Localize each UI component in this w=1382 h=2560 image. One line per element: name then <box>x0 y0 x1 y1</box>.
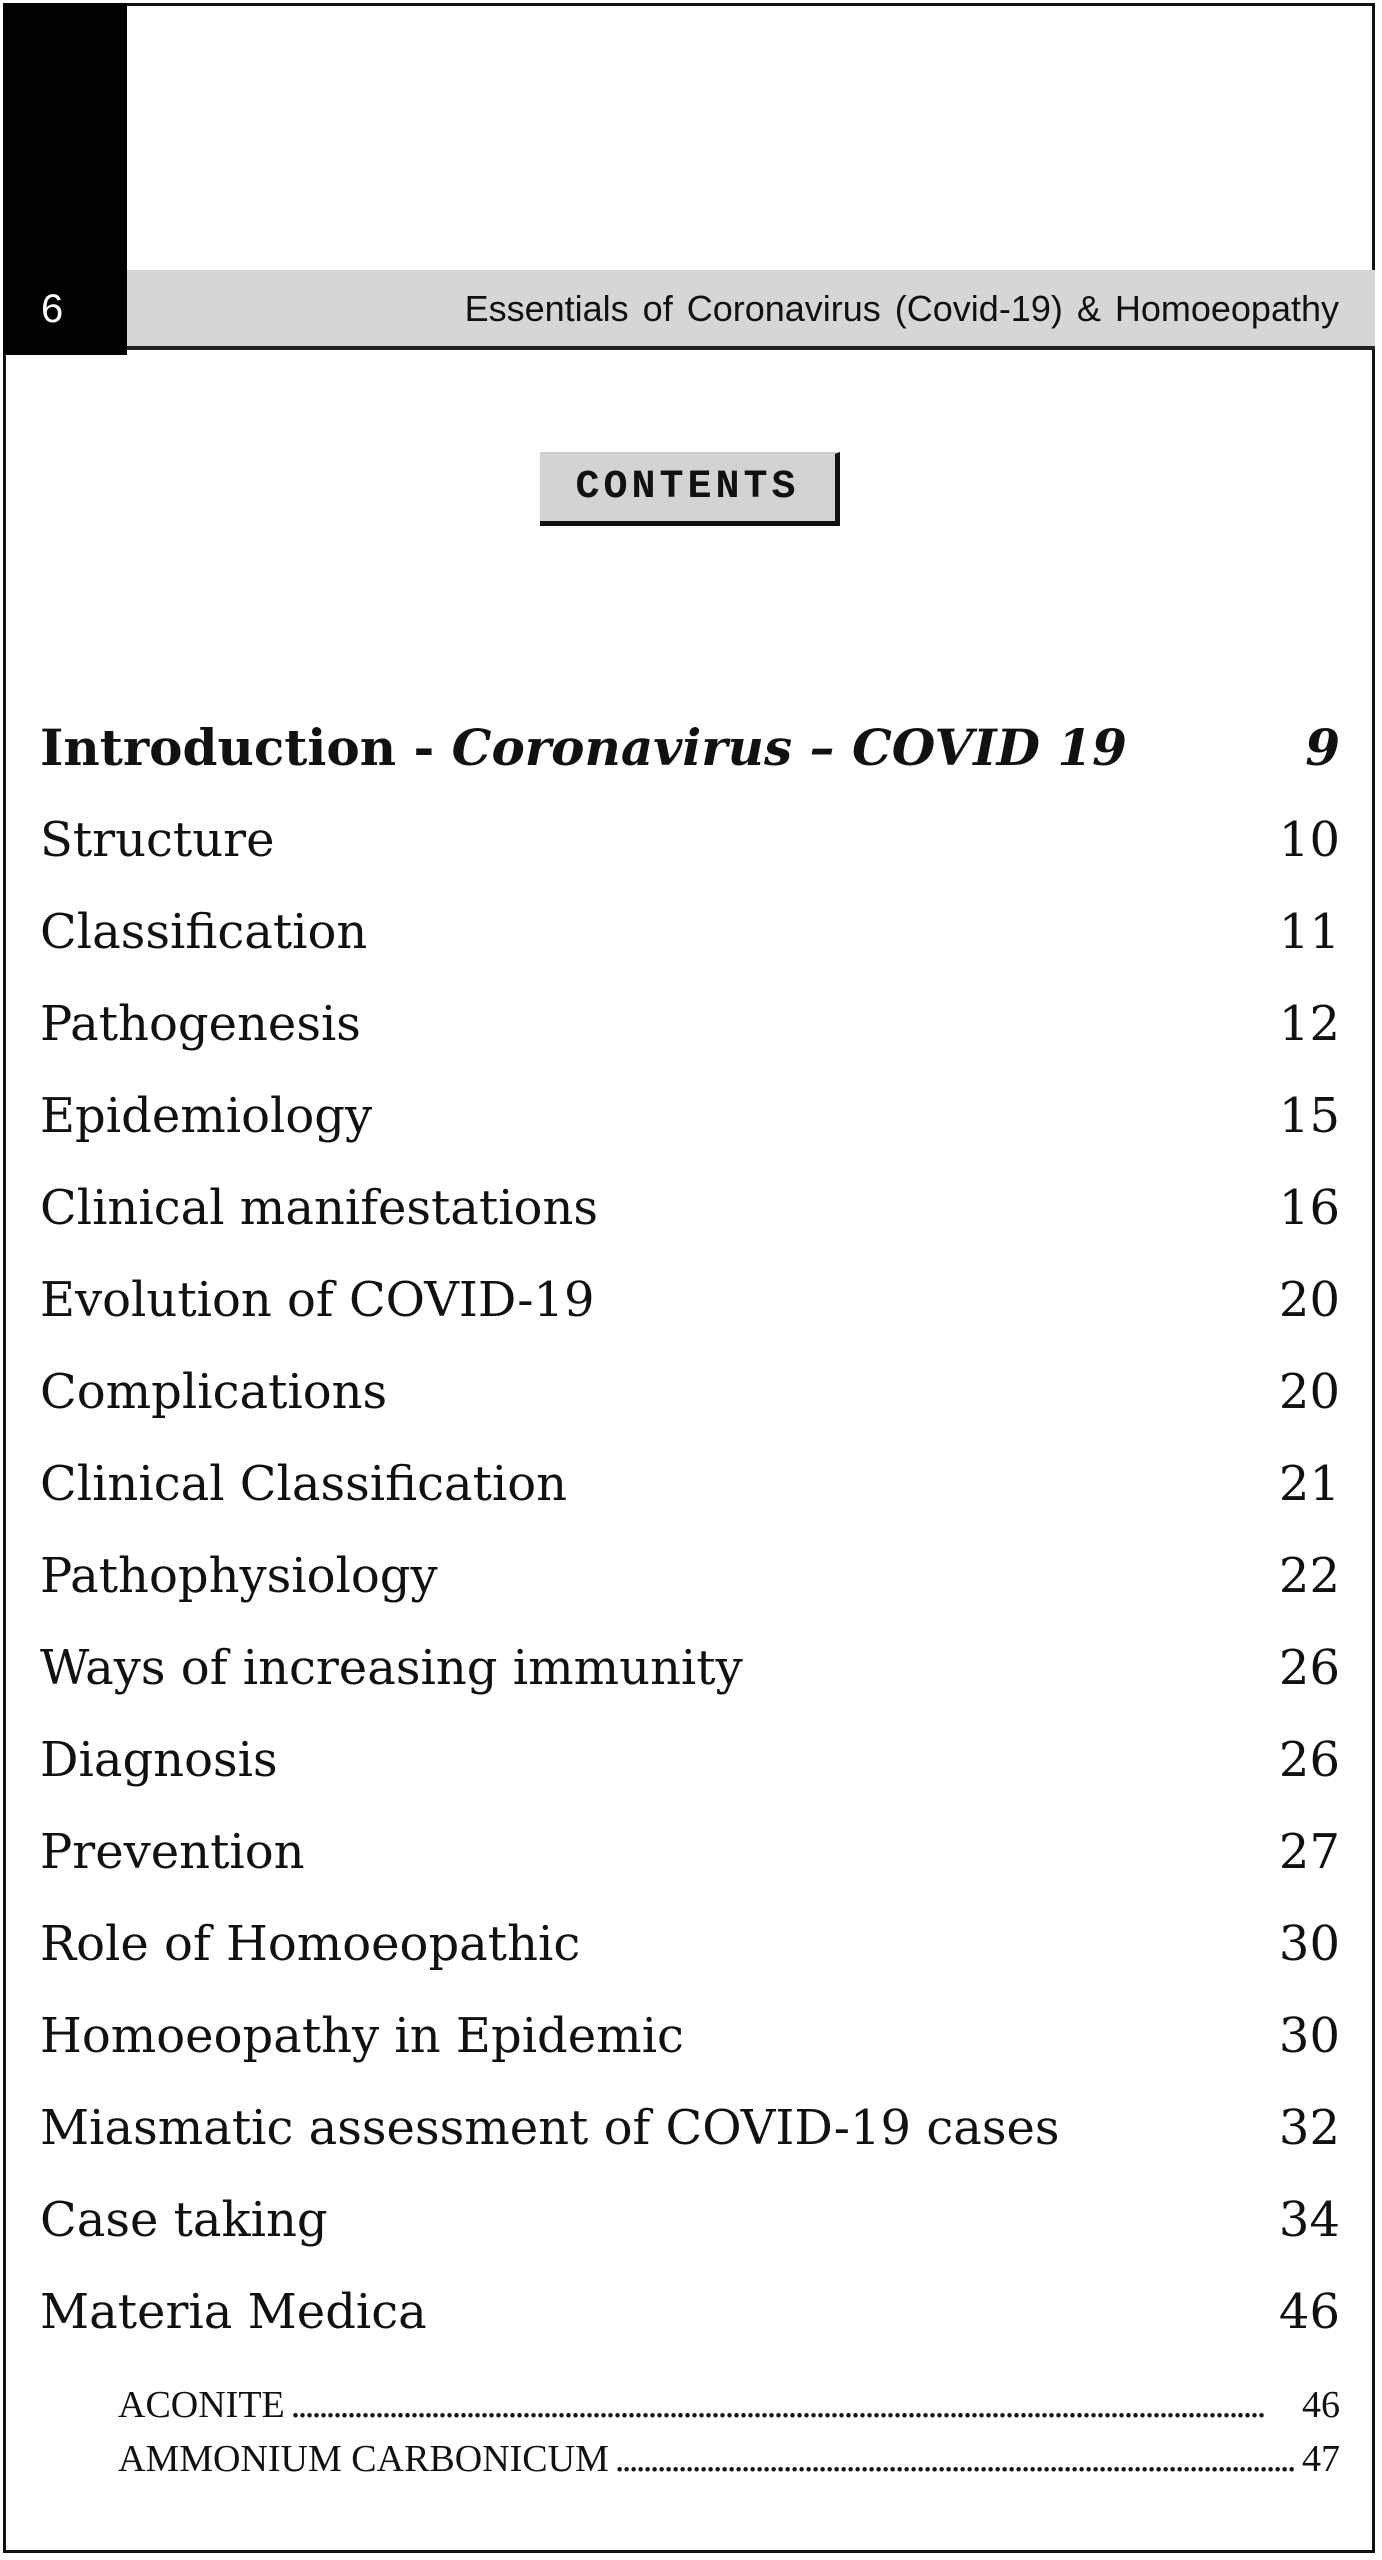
toc-entry-label: Pathogenesis <box>40 996 361 1052</box>
toc-entry[interactable] <box>40 1162 1340 1254</box>
toc-entry[interactable] <box>40 886 1340 978</box>
toc-entry[interactable] <box>40 1898 1340 1990</box>
sub-contents <box>118 2378 1340 2486</box>
toc-entry-page: 26 <box>1278 1732 1340 1788</box>
page-tab <box>3 3 127 355</box>
toc-entry[interactable] <box>40 1714 1340 1806</box>
toc-entry[interactable] <box>40 1254 1340 1346</box>
sub-toc-entry-page: 46 <box>1302 2384 1340 2426</box>
toc-entry[interactable] <box>40 794 1340 886</box>
toc-entry-page: 10 <box>1278 812 1340 868</box>
toc-entry-page: 32 <box>1278 2100 1340 2156</box>
toc-entry-introduction[interactable] <box>40 702 1340 794</box>
contents-heading: CONTENTS <box>575 465 800 510</box>
toc-entry-label: Epidemiology <box>40 1088 373 1144</box>
toc-entry[interactable] <box>40 1622 1340 1714</box>
table-of-contents <box>40 702 1340 2358</box>
toc-entry-page: 27 <box>1278 1824 1340 1880</box>
toc-entry[interactable] <box>40 2266 1340 2358</box>
toc-entry[interactable] <box>40 2082 1340 2174</box>
toc-entry-label: Clinical manifestations <box>40 1180 598 1236</box>
toc-entry-label: Complications <box>40 1364 388 1420</box>
toc-entry-label: Prevention <box>40 1824 305 1880</box>
toc-entry-page: 16 <box>1278 1180 1340 1236</box>
toc-entry-page: 30 <box>1278 1916 1340 1972</box>
sub-toc-entry[interactable] <box>118 2378 1340 2432</box>
toc-entry-label: Ways of increasing immunity <box>40 1640 743 1696</box>
sub-toc-entry-label: AMMONIUM CARBONICUM <box>118 2438 609 2480</box>
toc-entry[interactable] <box>40 1346 1340 1438</box>
toc-entry-label: Case taking <box>40 2192 328 2248</box>
toc-entry-label: Miasmatic assessment of COVID-19 cases <box>40 2100 1060 2156</box>
toc-entry-page: 12 <box>1278 996 1340 1052</box>
toc-entry-page: 20 <box>1278 1364 1340 1420</box>
toc-entry-label: Role of Homoeopathic <box>40 1916 581 1972</box>
toc-entry[interactable] <box>40 1070 1340 1162</box>
toc-entry-label: Pathophysiology <box>40 1548 438 1604</box>
toc-entry-page: 34 <box>1278 2192 1340 2248</box>
toc-entry-page: 20 <box>1278 1272 1340 1328</box>
toc-entry[interactable] <box>40 1806 1340 1898</box>
toc-entry[interactable] <box>40 2174 1340 2266</box>
toc-entry-page: 21 <box>1278 1456 1340 1512</box>
toc-entry[interactable] <box>40 978 1340 1070</box>
toc-entry-page: 26 <box>1278 1640 1340 1696</box>
toc-entry-label: Diagnosis <box>40 1732 278 1788</box>
page-number: 6 <box>41 287 64 331</box>
toc-entry-label <box>40 702 1127 794</box>
toc-intro-subtitle: Coronavirus – COVID 19 <box>451 718 1127 777</box>
toc-entry-label: Evolution of COVID-19 <box>40 1272 595 1328</box>
toc-entry[interactable] <box>40 1530 1340 1622</box>
contents-heading-box <box>540 452 840 526</box>
toc-entry-page: 15 <box>1278 1088 1340 1144</box>
running-title: Essentials of Coronavirus (Covid-19) & Homoeopathy <box>464 288 1339 329</box>
toc-entry-label: Materia Medica <box>40 2284 427 2340</box>
toc-entry-page: 30 <box>1278 2008 1340 2064</box>
toc-entry-page: 11 <box>1278 904 1340 960</box>
toc-entry[interactable] <box>40 1438 1340 1530</box>
toc-entry-page: 22 <box>1278 1548 1340 1604</box>
dot-leader <box>291 2378 1296 2432</box>
toc-entry-label: Structure <box>40 812 275 868</box>
toc-entry[interactable] <box>40 1990 1340 2082</box>
running-header <box>127 270 1375 350</box>
sub-toc-entry-label: ACONITE <box>118 2384 285 2426</box>
toc-intro-label: Introduction - <box>40 718 452 777</box>
dot-leader <box>615 2432 1296 2486</box>
toc-entry-page: 9 <box>1305 718 1340 777</box>
toc-entry-label: Homoeopathy in Epidemic <box>40 2008 684 2064</box>
toc-entry-label: Classification <box>40 904 368 960</box>
toc-entry-page: 46 <box>1278 2284 1340 2340</box>
sub-toc-entry-page: 47 <box>1302 2438 1340 2480</box>
sub-toc-entry[interactable] <box>118 2432 1340 2486</box>
toc-entry-label: Clinical Classification <box>40 1456 568 1512</box>
